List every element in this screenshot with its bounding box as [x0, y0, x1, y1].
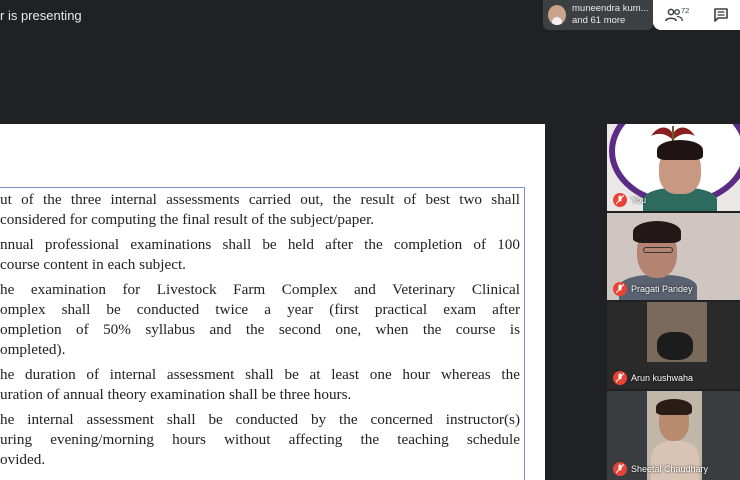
participant-tile-arun[interactable] — [607, 302, 740, 389]
slide-paragraph — [0, 235, 520, 275]
slide-line: he duration of internal assessment shall be at least one hour whereas the — [0, 366, 520, 383]
participant-name-label: Pragati Pandey — [631, 284, 693, 294]
slide-line: ompletion of 50% syllabus and the second one, when the course is — [0, 321, 520, 338]
slide-line: omplex shall be conducted twice a year (first practical exam after — [0, 301, 520, 318]
participant-tile-you[interactable] — [607, 124, 740, 211]
slide-paragraph — [0, 280, 520, 360]
chat-icon — [713, 7, 729, 23]
participant-name: muneendra kum... — [572, 3, 649, 14]
participant-video-hair — [657, 140, 703, 160]
chat-button[interactable] — [713, 7, 729, 23]
avatar — [548, 5, 566, 25]
people-count-badge: 72 — [681, 6, 690, 15]
slide-paragraph — [0, 190, 520, 230]
slide-paragraph — [0, 410, 520, 470]
participant-more-count: and 61 more — [572, 15, 626, 26]
slide-line: ovided. — [0, 451, 46, 468]
meeting-top-bar — [0, 0, 740, 124]
participants-chip[interactable] — [543, 0, 653, 30]
participant-tile-pragati[interactable] — [607, 213, 740, 300]
mic-off-icon — [613, 193, 627, 207]
stage-gutter — [545, 124, 607, 480]
presentation-slide — [0, 124, 545, 480]
participant-video-body — [651, 441, 699, 480]
participant-video-scene — [647, 302, 707, 362]
participant-video-hair — [633, 221, 681, 243]
participant-tile-sheetal[interactable] — [607, 391, 740, 480]
slide-line: ut of the three internal assessments carried out, the result of best two shall — [0, 191, 520, 208]
slide-line: considered for computing the final result of the subject/paper. — [0, 211, 375, 228]
glasses — [643, 247, 673, 253]
participant-name-label: You — [631, 195, 647, 205]
meeting-controls — [653, 0, 740, 30]
mic-off-icon — [613, 282, 627, 296]
people-button[interactable] — [665, 5, 695, 25]
mic-off-icon — [613, 371, 627, 385]
mic-off-icon — [613, 462, 627, 476]
participant-name-label: Sheetal Chaudhary — [631, 464, 709, 474]
slide-line: nnual professional examinations shall be held after the completion of 100 — [0, 236, 520, 253]
slide-line: ompleted). — [0, 341, 66, 358]
slide-line: he internal assessment shall be conducted by the concerned instructor(s) — [0, 411, 520, 428]
participant-name-label: Arun kushwaha — [631, 373, 694, 383]
participant-tiles — [607, 124, 740, 480]
slide-line: course content in each subject. — [0, 256, 186, 273]
presenting-label: r is presenting — [0, 8, 82, 23]
slide-line: he examination for Livestock Farm Complex and Veterinary Clinical — [0, 281, 520, 298]
participant-video-hair — [656, 399, 692, 415]
slide-line: uration of annual theory examination shall be three hours. — [0, 386, 352, 403]
slide-body — [0, 190, 520, 475]
slide-line: uring evening/morning hours without affecting the teaching schedule — [0, 431, 520, 448]
slide-paragraph — [0, 365, 520, 405]
